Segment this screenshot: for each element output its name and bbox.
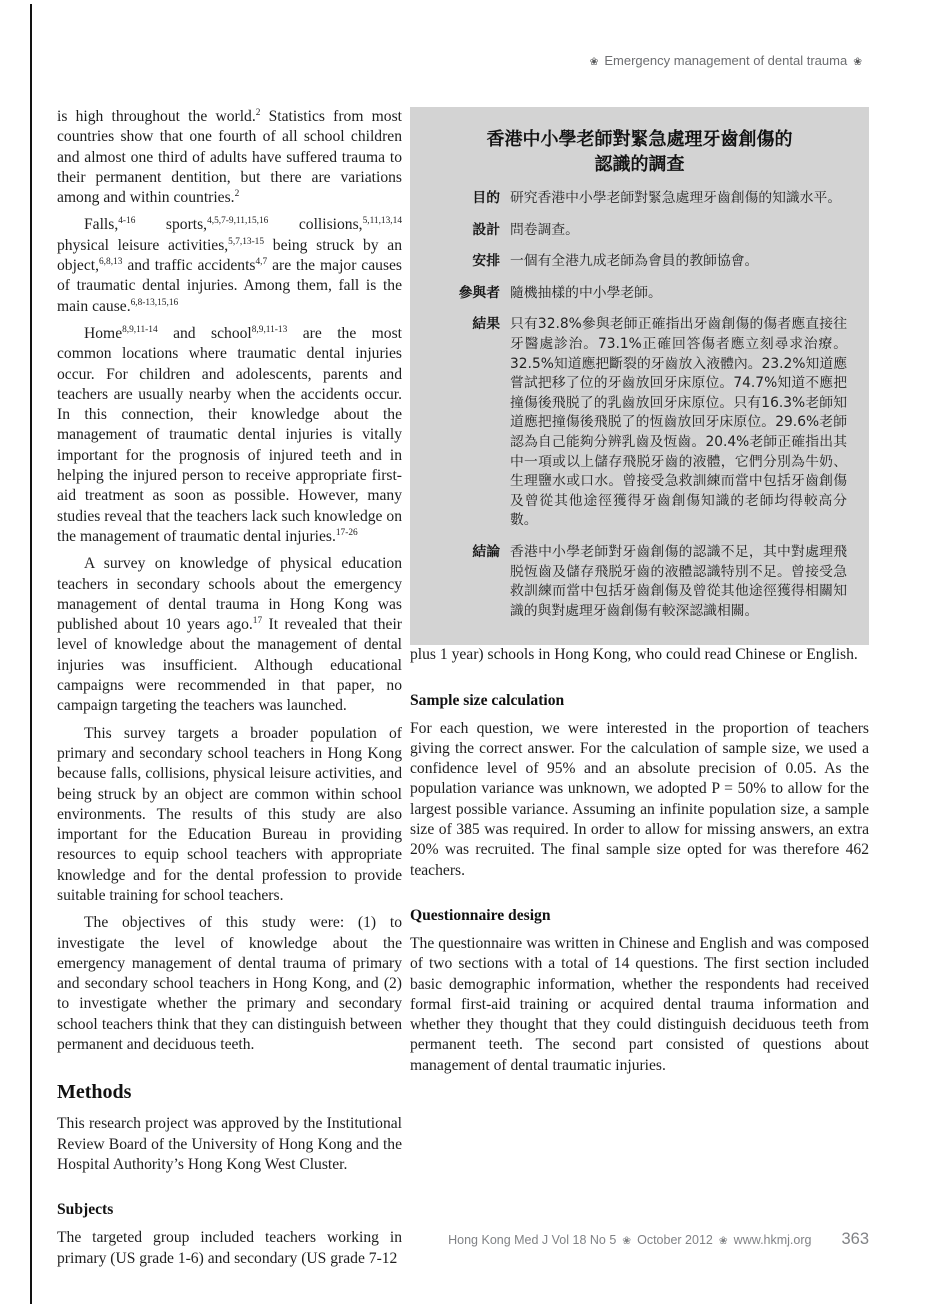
ornament-icon: ❀ bbox=[589, 56, 599, 68]
journal-volume-info: Hong Kong Med J Vol 18 No 5 bbox=[448, 1233, 617, 1247]
abstract-title-line: 香港中小學老師對緊急處理牙齒創傷的 bbox=[486, 129, 793, 150]
questionnaire-design-paragraph: The questionnaire was written in Chinese and English and was composed of two sections with a total of 14 questions. The first section included basic demographic information, whether the respondents had received formal first-aid training or acquired dental trauma information and whether they thought that they could distinguish deciduous teeth from permanent teeth. The second part consisted of questions about management of dental traumatic injuries. bbox=[410, 934, 869, 1074]
abstract-item-design bbox=[432, 221, 847, 241]
sample-size-heading: Sample size calculation bbox=[410, 691, 565, 709]
body-paragraph: Falls,$^{4-16}$ sports,$^{4,5,7-9,11,15,16}$ collisions,$^{5,11,13,14}$ physical leisure activities,$^{5,7,13-15}$ being struck by an object,$^{6,8,13}$ and traffic accidents$^{4,7}$ are the major causes of traumatic dental injuries. Among them, fall is the main cause.$^{6,8-13,15,16}$ bbox=[57, 216, 402, 315]
abstract-item-results bbox=[432, 315, 847, 531]
abstract-item-text: 只有32.8%參與老師正確指出牙齒創傷的傷者應直接往牙醫處診治。73.1%正確回答傷者應立刻尋求治療。32.5%知道應把斷裂的牙齒放入液體內。23.2%知道應嘗試把移了位的牙齒放回牙床原位。74.7%知道不應把撞傷後飛脱了的乳齒放回牙床原位。只有16.3%老師知道應把撞傷後飛脱了的恆齒放回牙床原位。29.6%老師認為自己能夠分辨乳齒及恆齒。20.4%老師正確指出其中一項或以上儲存飛脱牙齒的液體，它們分別為牛奶、生理鹽水或口水。曾接受急救訓練而當中包括牙齒創傷及曾從其他途徑獲得牙齒創傷知識的老師均得較高分數。 bbox=[510, 316, 847, 529]
body-paragraph: The objectives of this study were: (1) to investigate the level of knowledge about the emergency management of dental trauma of primary and secondary school teachers in Hong Kong, and (2) to investigate whether the primary and secondary school teachers think that they can distinguish between permanent and deciduous teeth. bbox=[57, 914, 402, 1054]
body-paragraph: is high throughout the world.$^2$ Statistics from most countries show that one fourth of all school children and almost one third of adults have suffered trauma to their permanent dentition, but there are variations among and within countries.$^2$ bbox=[57, 107, 403, 207]
left-column bbox=[57, 107, 402, 1276]
abstract-item-label: 安排 bbox=[472, 253, 500, 270]
sample-size-paragraph: For each question, we were interested in the proportion of teachers giving the correct answer. For the calculation of sample size, we used a confidence level of 95% and an absolute precision of 0.05. As the population variance was unknown, we adopted P = 50% to allow for the largest possible variance. Assuming an infinite population size, a sample size of 385 was required. In order to allow for missing answers, an extra 20% was recruited. The final sample size opted for was therefore 462 teachers. bbox=[410, 719, 869, 879]
running-head-title: Emergency management of dental trauma bbox=[604, 53, 848, 68]
running-head bbox=[584, 53, 868, 68]
abstract-item-text: 香港中小學老師對牙齒創傷的認識不足，其中對處理飛脱恆齒及儲存飛脱牙齒的液體認識特別不足。曾接受急救訓練而當中包括牙齒創傷及曾從其他途徑獲得相關知識的與對處理牙齒創傷有較深認識相關。 bbox=[510, 543, 847, 619]
continuation-paragraph: plus 1 year) schools in Hong Kong, who could read Chinese or English. bbox=[410, 646, 858, 664]
subjects-paragraph: The targeted group included teachers working in primary (US grade 1-6) and secondary (US grade 7-12 bbox=[57, 1229, 402, 1267]
questionnaire-design-heading: Questionnaire design bbox=[410, 906, 551, 924]
abstract-item-text: 一個有全港九成老師為會員的教師協會。 bbox=[510, 253, 759, 270]
subjects-heading: Subjects bbox=[57, 1201, 114, 1219]
right-column bbox=[410, 107, 869, 1083]
journal-citation bbox=[448, 1233, 811, 1247]
abstract-title bbox=[432, 127, 847, 177]
journal-issue-date: October 2012 bbox=[637, 1233, 713, 1247]
journal-website: www.hkmj.org bbox=[733, 1233, 812, 1247]
abstract-item-label: 結論 bbox=[472, 543, 500, 560]
chinese-abstract-box bbox=[410, 107, 869, 645]
ornament-icon: ❀ bbox=[718, 1235, 728, 1247]
page-footer bbox=[448, 1230, 869, 1249]
abstract-item-setting bbox=[432, 252, 847, 272]
abstract-item-label: 結果 bbox=[472, 316, 500, 333]
body-paragraph: Home$^{8,9,11-14}$ and school$^{8,9,11-13}$ are the most common locations where traumatic dental injuries occur. For children and adolescents, parents and teachers are usually nearby when the accidents occur. In this connection, their knowledge about the management of traumatic dental injuries is vitally important for the prognosis of injured teeth and in helping the injured person to receive appropriate first-aid treatment as soon as possible. However, many studies reveal that the teachers lack such knowledge on the management of traumatic dental injuries.$^{17-26}$ bbox=[57, 324, 403, 545]
methods-heading: Methods bbox=[57, 1081, 132, 1104]
page-edge-scan-line bbox=[30, 4, 32, 1304]
abstract-item-label: 參與者 bbox=[458, 284, 500, 301]
ornament-icon: ❀ bbox=[853, 56, 862, 68]
body-paragraph: This survey targets a broader population of primary and secondary school teachers in Hong Kong because falls, collisions, physical leisure activities, and being struck by an object are common within school environments. The results of this study are also important for the Education Bureau in providing resources to equip school teachers with appropriate knowledge and for the dental profession to provide suitable training for school teachers. bbox=[57, 724, 402, 904]
ornament-icon: ❀ bbox=[622, 1235, 632, 1247]
page-number: 363 bbox=[841, 1230, 869, 1248]
abstract-item-text: 隨機抽樣的中小學老師。 bbox=[510, 284, 662, 301]
body-paragraph: A survey on knowledge of physical education teachers in secondary schools about the emergency management of dental trauma in Hong Kong was published about 10 years ago.$^{17}$ It revealed that their level of knowledge about the management of dental injuries was insufficient. Although educational campaigns were recommended in that paper, no campaign targeting the teachers was launched. bbox=[57, 555, 402, 715]
abstract-item-objective bbox=[432, 189, 847, 209]
abstract-item-label: 設計 bbox=[472, 221, 500, 238]
abstract-item-text: 研究香港中小學老師對緊急處理牙齒創傷的知識水平。 bbox=[510, 190, 842, 206]
methods-paragraph: This research project was approved by the Institutional Review Board of the University of Hong Kong and the Hospital Authority’s Hong Kong West Cluster. bbox=[57, 1115, 402, 1173]
abstract-item-label: 目的 bbox=[472, 190, 500, 206]
abstract-item-conclusion bbox=[432, 543, 847, 621]
abstract-title-line: 認識的調查 bbox=[594, 154, 685, 175]
abstract-item-text: 問卷調查。 bbox=[510, 221, 579, 238]
abstract-item-participants bbox=[432, 284, 847, 304]
